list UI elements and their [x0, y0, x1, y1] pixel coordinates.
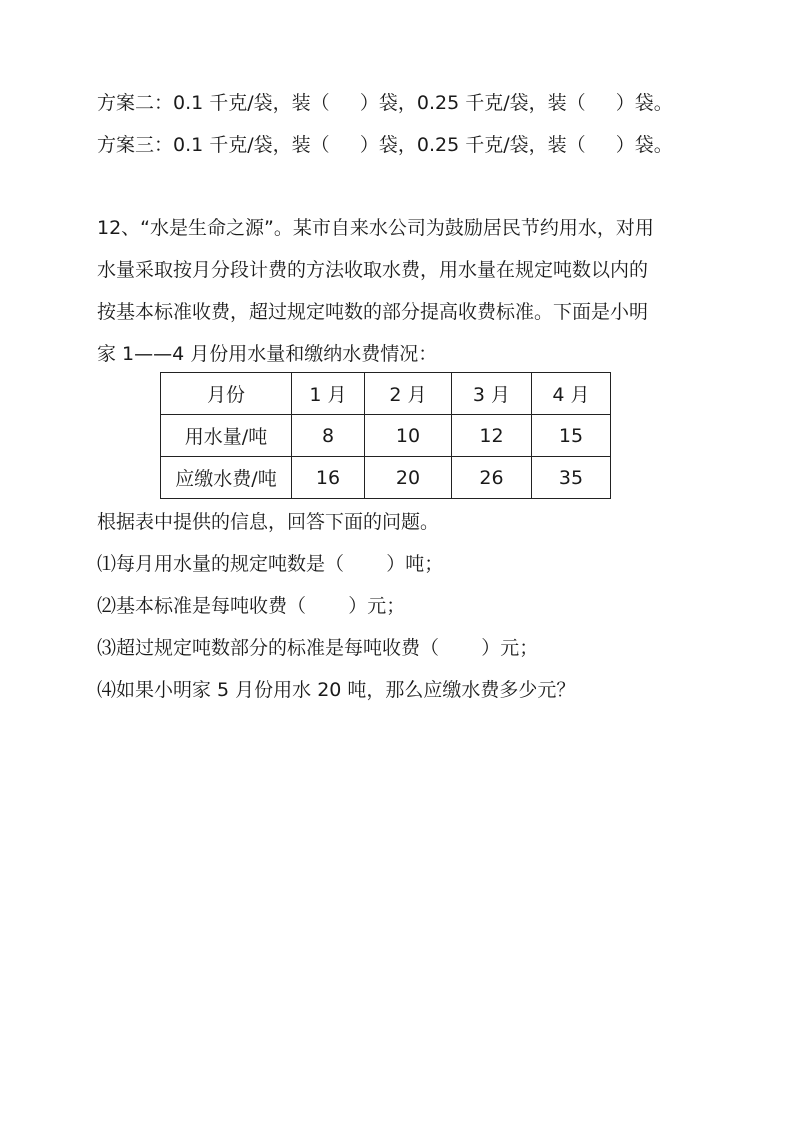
table-row-label: 应缴水费/吨	[161, 457, 292, 499]
question-12-line-4: 家 1——4 月份用水量和缴纳水费情况：	[97, 343, 438, 365]
table-header-cell: 月份	[161, 373, 292, 415]
table-cell: 20	[365, 457, 452, 499]
water-usage-table	[160, 372, 611, 499]
table-header-cell: 3 月	[452, 373, 532, 415]
question-12-line-2: 水量采取按月分段计费的方法收取水费，用水量在规定吨数以内的	[97, 259, 649, 281]
question-12-line-3: 按基本标准收费，超过规定吨数的部分提高收费标准。下面是小明	[97, 301, 649, 323]
table-cell: 15	[532, 415, 611, 457]
table-cell: 16	[292, 457, 365, 499]
table-instruction: 根据表中提供的信息，回答下面的问题。	[97, 511, 440, 533]
table-cell: 8	[292, 415, 365, 457]
question-12-line-1: 12、“水是生命之源”。某市自来水公司为鼓励居民节约用水，对用	[97, 217, 654, 239]
table-row-label: 用水量/吨	[161, 415, 292, 457]
sub-question-1: ⑴每月用水量的规定吨数是（ ）吨；	[97, 553, 444, 575]
plan-two-line: 方案二：0.1 千克/袋，装（ ）袋，0.25 千克/袋，装（ ）袋。	[97, 92, 673, 114]
table-cell: 26	[452, 457, 532, 499]
table-row	[161, 415, 611, 457]
sub-question-2: ⑵基本标准是每吨收费（ ）元；	[97, 595, 406, 617]
sub-question-3: ⑶超过规定吨数部分的标准是每吨收费（ ）元；	[97, 637, 539, 659]
table-header-row	[161, 373, 611, 415]
sub-question-4: ⑷如果小明家 5 月份用水 20 吨，那么应缴水费多少元？	[97, 679, 576, 701]
table-cell: 10	[365, 415, 452, 457]
table-row	[161, 457, 611, 499]
table-header-cell: 1 月	[292, 373, 365, 415]
table-cell: 35	[532, 457, 611, 499]
table-header-cell: 4 月	[532, 373, 611, 415]
table-cell: 12	[452, 415, 532, 457]
plan-three-line: 方案三：0.1 千克/袋，装（ ）袋，0.25 千克/袋，装（ ）袋。	[97, 134, 673, 156]
table-header-cell: 2 月	[365, 373, 452, 415]
